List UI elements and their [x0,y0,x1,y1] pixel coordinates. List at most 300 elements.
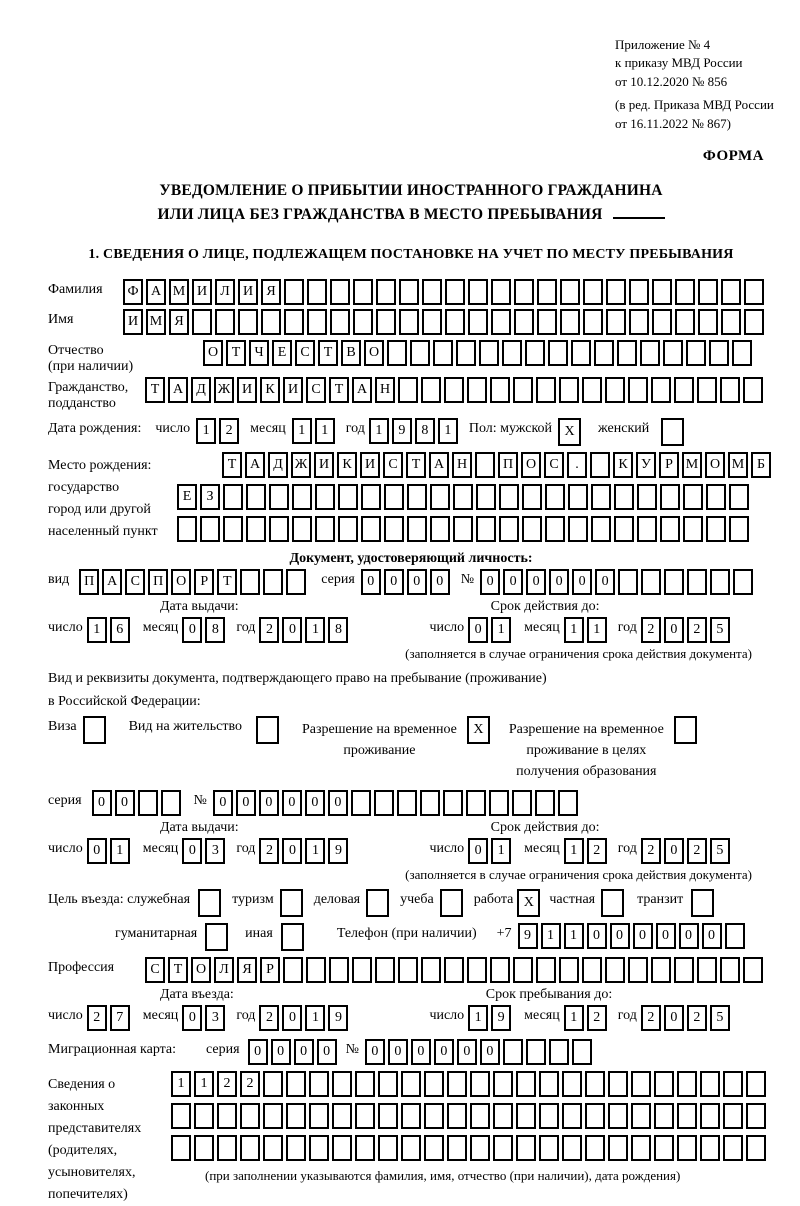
char-cell[interactable] [723,1071,743,1097]
char-cell[interactable] [608,1103,628,1129]
char-cell[interactable] [286,1135,306,1161]
char-cell[interactable] [355,1135,375,1161]
char-cell[interactable]: Н [375,377,395,403]
char-cell[interactable] [560,279,580,305]
char-cell[interactable]: Н [452,452,472,478]
char-cell[interactable]: 0 [610,923,630,949]
char-cell[interactable] [445,279,465,305]
char-cell[interactable] [240,1103,260,1129]
char-cell[interactable] [443,790,463,816]
char-cell[interactable] [447,1071,467,1097]
char-cell[interactable] [583,309,603,335]
char-cell[interactable] [83,716,106,744]
char-cell[interactable] [628,957,648,983]
char-cell[interactable]: И [237,377,257,403]
char-cell[interactable] [433,340,453,366]
char-cell[interactable]: 0 [549,569,569,595]
char-cell[interactable] [628,377,648,403]
char-cell[interactable] [238,309,258,335]
char-cell[interactable] [674,377,694,403]
char-cell[interactable]: Ж [291,452,311,478]
char-cell[interactable]: 2 [259,838,279,864]
char-cell[interactable] [399,279,419,305]
char-cell[interactable] [468,309,488,335]
char-cell[interactable] [721,309,741,335]
char-cell[interactable]: 3 [205,838,225,864]
char-cell[interactable] [683,516,703,542]
char-cell[interactable]: 0 [388,1039,408,1065]
char-cell[interactable] [284,279,304,305]
char-cell[interactable]: 1 [564,923,584,949]
char-cell[interactable] [631,1071,651,1097]
char-cell[interactable] [675,279,695,305]
char-cell[interactable] [261,309,281,335]
char-cell[interactable] [397,790,417,816]
char-cell[interactable] [306,957,326,983]
char-cell[interactable] [440,889,463,917]
char-cell[interactable]: 2 [259,1005,279,1031]
char-cell[interactable] [493,1135,513,1161]
char-cell[interactable]: 0 [468,617,488,643]
char-cell[interactable]: Я [169,309,189,335]
char-cell[interactable] [536,377,556,403]
char-cell[interactable]: А [168,377,188,403]
char-cell[interactable] [171,1135,191,1161]
char-cell[interactable] [384,516,404,542]
char-cell[interactable]: 0 [365,1039,385,1065]
char-cell[interactable]: X [467,716,490,744]
char-cell[interactable] [608,1135,628,1161]
char-cell[interactable] [674,957,694,983]
char-cell[interactable]: 0 [236,790,256,816]
char-cell[interactable] [286,1103,306,1129]
char-cell[interactable] [489,790,509,816]
char-cell[interactable] [661,418,684,446]
char-cell[interactable]: . [567,452,587,478]
char-cell[interactable]: О [191,957,211,983]
char-cell[interactable]: 1 [369,418,389,444]
char-cell[interactable]: 2 [641,838,661,864]
char-cell[interactable]: М [146,309,166,335]
char-cell[interactable]: 2 [687,838,707,864]
char-cell[interactable] [539,1103,559,1129]
char-cell[interactable] [374,790,394,816]
char-cell[interactable]: 0 [572,569,592,595]
char-cell[interactable] [422,309,442,335]
char-cell[interactable]: 2 [641,1005,661,1031]
char-cell[interactable]: 8 [415,418,435,444]
char-cell[interactable]: 1 [315,418,335,444]
char-cell[interactable]: 1 [87,617,107,643]
char-cell[interactable] [315,516,335,542]
char-cell[interactable] [677,1103,697,1129]
char-cell[interactable]: 0 [503,569,523,595]
char-cell[interactable]: 1 [292,418,312,444]
char-cell[interactable] [490,957,510,983]
char-cell[interactable] [401,1135,421,1161]
char-cell[interactable] [263,1071,283,1097]
char-cell[interactable] [470,1135,490,1161]
char-cell[interactable] [453,516,473,542]
char-cell[interactable] [709,340,729,366]
char-cell[interactable]: 0 [282,617,302,643]
char-cell[interactable]: Б [751,452,771,478]
char-cell[interactable] [631,1135,651,1161]
char-cell[interactable] [706,484,726,510]
char-cell[interactable]: О [364,340,384,366]
char-cell[interactable]: С [295,340,315,366]
char-cell[interactable]: 9 [491,1005,511,1031]
char-cell[interactable] [332,1071,352,1097]
char-cell[interactable] [292,516,312,542]
char-cell[interactable]: О [705,452,725,478]
char-cell[interactable]: 0 [480,1039,500,1065]
char-cell[interactable]: Т [222,452,242,478]
char-cell[interactable]: Т [329,377,349,403]
char-cell[interactable]: Л [215,279,235,305]
char-cell[interactable] [424,1103,444,1129]
char-cell[interactable] [361,516,381,542]
char-cell[interactable]: 6 [110,617,130,643]
char-cell[interactable] [535,790,555,816]
char-cell[interactable] [468,279,488,305]
char-cell[interactable]: С [306,377,326,403]
char-cell[interactable] [585,1135,605,1161]
char-cell[interactable] [594,340,614,366]
char-cell[interactable] [732,340,752,366]
char-cell[interactable]: 0 [587,923,607,949]
char-cell[interactable] [286,569,306,595]
char-cell[interactable] [641,569,661,595]
char-cell[interactable] [652,279,672,305]
char-cell[interactable]: 0 [87,838,107,864]
char-cell[interactable] [263,1103,283,1129]
char-cell[interactable] [309,1071,329,1097]
char-cell[interactable] [629,309,649,335]
char-cell[interactable] [401,1071,421,1097]
char-cell[interactable] [292,484,312,510]
char-cell[interactable] [421,957,441,983]
char-cell[interactable]: 1 [194,1071,214,1097]
char-cell[interactable] [605,957,625,983]
char-cell[interactable]: О [171,569,191,595]
char-cell[interactable] [562,1071,582,1097]
char-cell[interactable] [353,279,373,305]
char-cell[interactable] [514,309,534,335]
char-cell[interactable] [491,309,511,335]
char-cell[interactable] [512,790,532,816]
char-cell[interactable] [654,1071,674,1097]
char-cell[interactable]: 2 [641,617,661,643]
char-cell[interactable] [338,516,358,542]
char-cell[interactable]: 2 [219,418,239,444]
char-cell[interactable] [445,309,465,335]
char-cell[interactable]: 0 [182,617,202,643]
char-cell[interactable] [651,957,671,983]
char-cell[interactable] [720,377,740,403]
char-cell[interactable] [559,957,579,983]
char-cell[interactable] [746,1135,766,1161]
char-cell[interactable]: 0 [595,569,615,595]
char-cell[interactable] [514,279,534,305]
char-cell[interactable]: М [682,452,702,478]
char-cell[interactable] [467,377,487,403]
char-cell[interactable] [422,279,442,305]
char-cell[interactable]: С [383,452,403,478]
char-cell[interactable]: 3 [205,1005,225,1031]
char-cell[interactable]: 2 [240,1071,260,1097]
char-cell[interactable]: 0 [384,569,404,595]
char-cell[interactable]: 0 [664,838,684,864]
char-cell[interactable] [286,1071,306,1097]
char-cell[interactable]: 0 [411,1039,431,1065]
char-cell[interactable] [660,516,680,542]
char-cell[interactable]: 1 [564,1005,584,1031]
char-cell[interactable] [568,516,588,542]
char-cell[interactable] [674,716,697,744]
char-cell[interactable]: 2 [587,1005,607,1031]
char-cell[interactable]: 1 [438,418,458,444]
char-cell[interactable]: 0 [430,569,450,595]
char-cell[interactable] [246,516,266,542]
char-cell[interactable]: У [636,452,656,478]
char-cell[interactable] [352,957,372,983]
char-cell[interactable] [539,1135,559,1161]
char-cell[interactable] [256,716,279,744]
char-cell[interactable] [171,1103,191,1129]
char-cell[interactable] [470,1071,490,1097]
char-cell[interactable] [571,340,591,366]
char-cell[interactable]: 0 [361,569,381,595]
char-cell[interactable] [663,340,683,366]
char-cell[interactable]: 0 [328,790,348,816]
char-cell[interactable] [281,923,304,951]
char-cell[interactable] [466,790,486,816]
char-cell[interactable]: П [79,569,99,595]
char-cell[interactable] [582,957,602,983]
char-cell[interactable]: А [429,452,449,478]
char-cell[interactable]: 1 [305,1005,325,1031]
char-cell[interactable] [353,309,373,335]
char-cell[interactable] [493,1103,513,1129]
char-cell[interactable] [398,377,418,403]
char-cell[interactable] [733,569,753,595]
char-cell[interactable]: 1 [491,617,511,643]
char-cell[interactable]: Д [191,377,211,403]
char-cell[interactable]: 2 [687,1005,707,1031]
char-cell[interactable] [447,1103,467,1129]
char-cell[interactable]: О [203,340,223,366]
char-cell[interactable] [420,790,440,816]
char-cell[interactable] [215,309,235,335]
char-cell[interactable] [539,1071,559,1097]
char-cell[interactable]: А [146,279,166,305]
char-cell[interactable] [355,1103,375,1129]
char-cell[interactable] [240,1135,260,1161]
char-cell[interactable] [269,484,289,510]
char-cell[interactable]: И [283,377,303,403]
char-cell[interactable]: 1 [110,838,130,864]
char-cell[interactable]: Е [272,340,292,366]
char-cell[interactable] [591,516,611,542]
char-cell[interactable] [545,484,565,510]
char-cell[interactable]: 0 [182,838,202,864]
char-cell[interactable]: 2 [587,838,607,864]
char-cell[interactable] [522,484,542,510]
char-cell[interactable] [283,957,303,983]
char-cell[interactable] [384,484,404,510]
char-cell[interactable]: 0 [294,1039,314,1065]
char-cell[interactable] [217,1103,237,1129]
char-cell[interactable] [687,569,707,595]
char-cell[interactable] [698,279,718,305]
char-cell[interactable]: П [498,452,518,478]
char-cell[interactable] [476,484,496,510]
char-cell[interactable] [401,1103,421,1129]
char-cell[interactable] [525,340,545,366]
char-cell[interactable]: 0 [92,790,112,816]
char-cell[interactable] [677,1135,697,1161]
char-cell[interactable]: X [558,418,581,446]
char-cell[interactable]: 0 [664,617,684,643]
char-cell[interactable] [194,1103,214,1129]
char-cell[interactable] [697,377,717,403]
char-cell[interactable] [444,377,464,403]
char-cell[interactable] [720,957,740,983]
char-cell[interactable]: И [238,279,258,305]
char-cell[interactable] [307,279,327,305]
char-cell[interactable]: Т [406,452,426,478]
char-cell[interactable] [725,923,745,949]
char-cell[interactable]: 0 [457,1039,477,1065]
char-cell[interactable]: 0 [317,1039,337,1065]
char-cell[interactable]: М [169,279,189,305]
char-cell[interactable] [424,1071,444,1097]
char-cell[interactable] [629,279,649,305]
char-cell[interactable]: 9 [328,1005,348,1031]
char-cell[interactable] [583,279,603,305]
char-cell[interactable] [537,279,557,305]
char-cell[interactable] [654,1103,674,1129]
char-cell[interactable]: А [102,569,122,595]
char-cell[interactable]: Я [261,279,281,305]
char-cell[interactable] [729,484,749,510]
char-cell[interactable]: 9 [328,838,348,864]
char-cell[interactable]: 5 [710,838,730,864]
char-cell[interactable] [330,309,350,335]
char-cell[interactable]: П [148,569,168,595]
char-cell[interactable]: 0 [213,790,233,816]
char-cell[interactable]: 1 [468,1005,488,1031]
char-cell[interactable] [618,569,638,595]
char-cell[interactable] [585,1103,605,1129]
char-cell[interactable] [545,516,565,542]
char-cell[interactable] [338,484,358,510]
char-cell[interactable] [700,1135,720,1161]
char-cell[interactable] [410,340,430,366]
char-cell[interactable] [387,340,407,366]
char-cell[interactable]: Д [268,452,288,478]
char-cell[interactable]: З [200,484,220,510]
char-cell[interactable] [601,889,624,917]
char-cell[interactable]: К [260,377,280,403]
char-cell[interactable] [430,516,450,542]
char-cell[interactable]: 1 [305,838,325,864]
char-cell[interactable]: Я [237,957,257,983]
char-cell[interactable] [200,516,220,542]
char-cell[interactable]: С [125,569,145,595]
char-cell[interactable]: О [521,452,541,478]
char-cell[interactable]: 0 [182,1005,202,1031]
char-cell[interactable] [376,309,396,335]
char-cell[interactable] [516,1135,536,1161]
char-cell[interactable] [697,957,717,983]
char-cell[interactable] [503,1039,523,1065]
char-cell[interactable] [513,377,533,403]
char-cell[interactable]: 0 [664,1005,684,1031]
char-cell[interactable]: 2 [687,617,707,643]
char-cell[interactable]: А [245,452,265,478]
char-cell[interactable] [746,1071,766,1097]
char-cell[interactable] [421,377,441,403]
char-cell[interactable]: Т [217,569,237,595]
char-cell[interactable]: 0 [305,790,325,816]
char-cell[interactable] [361,484,381,510]
char-cell[interactable] [723,1103,743,1129]
char-cell[interactable] [585,1071,605,1097]
char-cell[interactable] [307,309,327,335]
char-cell[interactable] [378,1135,398,1161]
char-cell[interactable]: 1 [196,418,216,444]
char-cell[interactable] [572,1039,592,1065]
char-cell[interactable]: Ж [214,377,234,403]
char-cell[interactable] [562,1135,582,1161]
char-cell[interactable] [698,309,718,335]
char-cell[interactable]: С [544,452,564,478]
char-cell[interactable] [660,484,680,510]
char-cell[interactable] [475,452,495,478]
char-cell[interactable] [651,377,671,403]
char-cell[interactable] [568,484,588,510]
char-cell[interactable] [399,309,419,335]
char-cell[interactable]: Р [194,569,214,595]
char-cell[interactable]: И [314,452,334,478]
char-cell[interactable] [631,1103,651,1129]
char-cell[interactable] [691,889,714,917]
char-cell[interactable]: 1 [305,617,325,643]
char-cell[interactable]: 0 [480,569,500,595]
char-cell[interactable] [398,957,418,983]
char-cell[interactable] [138,790,158,816]
char-cell[interactable] [161,790,181,816]
char-cell[interactable] [640,340,660,366]
char-cell[interactable] [548,340,568,366]
char-cell[interactable] [366,889,389,917]
char-cell[interactable] [205,923,228,951]
char-cell[interactable]: 0 [468,838,488,864]
char-cell[interactable] [375,957,395,983]
char-cell[interactable]: 0 [526,569,546,595]
char-cell[interactable]: Р [260,957,280,983]
char-cell[interactable]: Т [145,377,165,403]
char-cell[interactable]: 0 [282,1005,302,1031]
char-cell[interactable] [582,377,602,403]
char-cell[interactable] [499,484,519,510]
char-cell[interactable] [744,309,764,335]
char-cell[interactable]: 0 [702,923,722,949]
char-cell[interactable] [677,1071,697,1097]
char-cell[interactable]: Р [659,452,679,478]
